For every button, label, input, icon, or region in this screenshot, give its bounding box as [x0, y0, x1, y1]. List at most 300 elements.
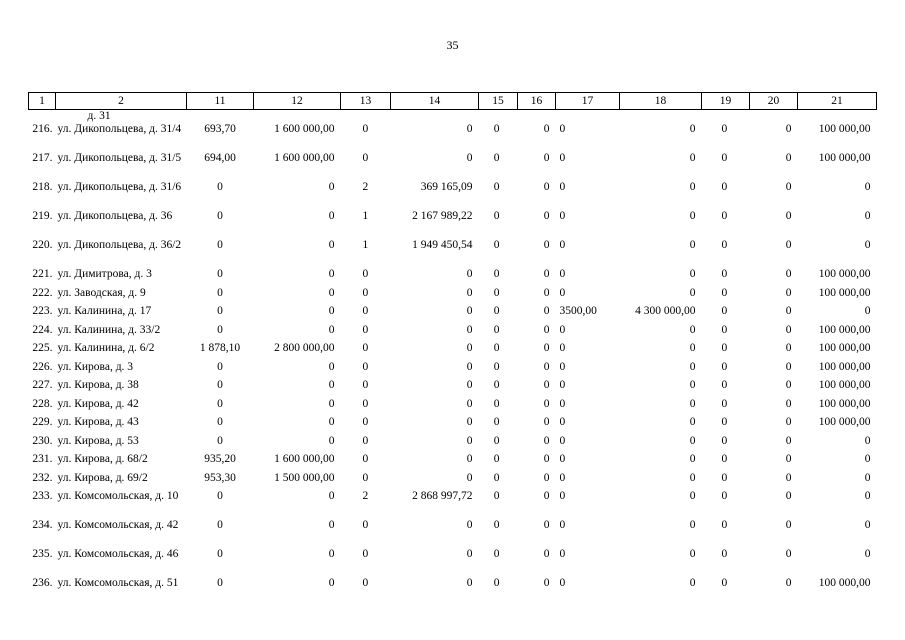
cell-c13: 0: [362, 397, 369, 410]
cell-name: ул. Кирова, д. 42: [57, 397, 139, 410]
cell-name: ул. Кирова, д. 38: [57, 379, 139, 391]
cell-c14: 0: [466, 268, 473, 280]
cell-c11: 0: [217, 416, 223, 428]
cell-c11: 1 878,10: [199, 342, 241, 354]
cell-c21: 0: [864, 490, 871, 502]
cell-c18: 0: [689, 210, 696, 222]
cell-no: 218.: [32, 181, 53, 193]
cell-c20: 0: [785, 379, 792, 391]
cell-c15: 0: [493, 548, 500, 560]
table-row: [29, 453, 877, 472]
header-col-1: 1: [29, 93, 56, 110]
cell-c18: 0: [689, 577, 696, 589]
header-col-12: 12: [254, 93, 341, 110]
cell-c18: 0: [689, 360, 696, 373]
cell-c17: 0: [559, 181, 566, 193]
cell-c14: 0: [466, 397, 473, 410]
cell-c14: 0: [466, 123, 473, 135]
cell-c19: 0: [721, 360, 728, 373]
cell-c19: 0: [721, 519, 728, 531]
cell-c14: 2 167 989,22: [412, 210, 473, 222]
cell-c15: 0: [493, 181, 500, 193]
cell-c20: 0: [785, 181, 792, 193]
cell-c18: 0: [689, 397, 696, 410]
table-row: [29, 472, 877, 491]
cell-c13: 0: [362, 434, 369, 447]
cell-c21: 100 000,00: [818, 397, 871, 410]
cell-c16: 0: [543, 397, 550, 410]
cell-c20: 0: [785, 286, 792, 299]
cell-c14: 0: [466, 434, 473, 447]
cell-c12: 0: [328, 305, 335, 317]
cell-c11: 0: [217, 434, 223, 447]
cell-c12: 1 600 000,00: [274, 453, 335, 465]
cell-c12: 0: [328, 577, 335, 589]
cell-c19: 0: [721, 397, 728, 410]
cell-c16: 0: [543, 286, 550, 299]
cell-c11: 0: [217, 397, 223, 410]
cell-name: ул. Кирова, д. 3: [57, 360, 134, 373]
cell-c21: 100 000,00: [818, 416, 871, 428]
header-col-2: 2: [56, 93, 187, 110]
cell-no: 217.: [32, 152, 53, 164]
cell-c20: 0: [785, 416, 792, 428]
cell-c11: 0: [217, 360, 223, 373]
cell-c12: 0: [328, 434, 335, 447]
cell-c20: 0: [785, 360, 792, 373]
cell-c21: 100 000,00: [818, 152, 871, 164]
cell-c20: 0: [785, 490, 792, 502]
header-col-16: 16: [518, 93, 556, 110]
cell-c11: 953,30: [204, 471, 236, 484]
cell-c16: 0: [543, 453, 550, 465]
cell-name: ул. Дикопольцева, д. 36: [57, 210, 173, 222]
cell-c16: 0: [543, 379, 550, 391]
cell-c19: 0: [721, 490, 728, 502]
cell-c17: 0: [559, 152, 566, 164]
cell-c13: 0: [362, 360, 369, 373]
cell-c15: 0: [493, 360, 500, 373]
header-row: [29, 93, 877, 110]
cell-name: ул. Комсомольская, д. 42: [57, 519, 179, 531]
cell-c12: 1 600 000,00: [274, 152, 335, 164]
cell-no: 219.: [32, 210, 53, 222]
cell-c13: 0: [362, 548, 369, 560]
cell-c13: 0: [362, 286, 369, 299]
cell-c17: 0: [559, 548, 566, 560]
cell-no: 233.: [32, 490, 53, 502]
cell-no: 222.: [32, 286, 53, 299]
cell-c17: 0: [559, 379, 566, 391]
cell-c19: 0: [721, 323, 728, 336]
cell-c19: 0: [721, 210, 728, 222]
cell-c17: 0: [559, 471, 566, 484]
cell-c13: 0: [362, 305, 369, 317]
cell-c21: 100 000,00: [818, 323, 871, 336]
table-row: [29, 210, 877, 239]
cell-c21: 0: [864, 239, 871, 251]
cell-c21: 0: [864, 453, 871, 465]
table-row: [29, 268, 877, 287]
cell-c21: 0: [864, 181, 871, 193]
cell-c14: 0: [466, 323, 473, 336]
cell-c15: 0: [493, 434, 500, 447]
cell-c12: 0: [328, 548, 335, 560]
cell-c18: 0: [689, 181, 696, 193]
cell-c16: 0: [543, 152, 550, 164]
cell-c20: 0: [785, 397, 792, 410]
cell-no: 227.: [32, 379, 53, 391]
cell-c21: 100 000,00: [818, 123, 871, 135]
cell-c15: 0: [493, 305, 500, 317]
header-col-18: 18: [620, 93, 702, 110]
cell-c14: 0: [466, 342, 473, 354]
cell-c20: 0: [785, 434, 792, 447]
cell-name: ул. Кирова, д. 68/2: [57, 453, 148, 465]
cell-c12: 2 800 000,00: [274, 342, 335, 354]
cell-c18: 0: [689, 152, 696, 164]
cell-c14: 0: [466, 286, 473, 299]
table-row: [29, 324, 877, 343]
cell-c19: 0: [721, 342, 728, 354]
cell-no: 216.: [32, 123, 53, 135]
cell-c18: 0: [689, 123, 696, 135]
cell-c15: 0: [493, 239, 500, 251]
cell-c13: 2: [362, 490, 369, 502]
cell-name: ул. Кирова, д. 53: [57, 434, 139, 447]
cell-c20: 0: [785, 268, 792, 280]
cell-c12: 1 500 000,00: [274, 471, 335, 484]
cell-c16: 0: [543, 181, 550, 193]
cell-c20: 0: [785, 577, 792, 589]
cell-c12: 0: [328, 181, 335, 193]
cell-c21: 100 000,00: [818, 360, 871, 373]
cell-c12: 0: [328, 360, 335, 373]
cell-c18: 0: [689, 342, 696, 354]
cell-c16: 0: [543, 577, 550, 589]
cell-name: ул. Дикопольцева, д. 31/6: [57, 181, 182, 193]
cell-c19: 0: [721, 548, 728, 560]
cell-c20: 0: [785, 519, 792, 531]
cell-c12: 0: [328, 239, 335, 251]
cell-c11: 0: [217, 519, 223, 531]
cell-c16: 0: [543, 490, 550, 502]
cell-c17: 0: [559, 360, 566, 373]
cell-c20: 0: [785, 152, 792, 164]
cell-name: ул. Комсомольская, д. 10: [57, 490, 179, 502]
cell-c19: 0: [721, 123, 728, 135]
continuation-row: [29, 110, 877, 124]
cell-c13: 0: [362, 416, 369, 428]
cell-c15: 0: [493, 490, 500, 502]
cell-c15: 0: [493, 123, 500, 135]
cell-c11: 0: [217, 490, 223, 502]
cell-c11: 0: [217, 305, 223, 317]
cell-c17: 0: [559, 577, 566, 589]
cell-c12: 0: [328, 490, 335, 502]
cell-c11: 0: [217, 239, 223, 251]
table-row: [29, 398, 877, 417]
cell-c14: 0: [466, 577, 473, 589]
cell-c20: 0: [785, 239, 792, 251]
cell-c18: 0: [689, 268, 696, 280]
table-row: [29, 490, 877, 519]
cell-c12: 0: [328, 323, 335, 336]
table-row: [29, 123, 877, 152]
cell-c17: 0: [559, 268, 566, 280]
cell-c14: 0: [466, 519, 473, 531]
cell-c20: 0: [785, 453, 792, 465]
cell-c16: 0: [543, 210, 550, 222]
cell-no: 230.: [32, 434, 53, 447]
cell-name: ул. Кирова, д. 69/2: [57, 471, 148, 484]
cell-c21: 100 000,00: [818, 342, 871, 354]
cell-c11: 0: [217, 548, 223, 560]
cell-c18: 4 300 000,00: [635, 305, 696, 317]
header-col-17: 17: [556, 93, 620, 110]
cell-c18: 0: [689, 379, 696, 391]
cell-name: ул. Комсомольская, д. 46: [57, 548, 179, 560]
table-row: [29, 287, 877, 306]
cell-c17: 0: [559, 416, 566, 428]
cell-name: ул. Калинина, д. 17: [57, 305, 152, 317]
cell-c19: 0: [721, 152, 728, 164]
cell-c20: 0: [785, 123, 792, 135]
cell-name: ул. Калинина, д. 6/2: [57, 342, 155, 354]
cell-c21: 0: [864, 305, 871, 317]
cell-c14: 2 868 997,72: [412, 490, 473, 502]
cell-c12: 1 600 000,00: [274, 123, 335, 135]
cell-c19: 0: [721, 268, 728, 280]
cell-c13: 1: [362, 210, 369, 222]
cell-c15: 0: [493, 268, 500, 280]
cell-c16: 0: [543, 123, 550, 135]
cell-c18: 0: [689, 239, 696, 251]
cell-c14: 0: [466, 379, 473, 391]
table-row: [29, 361, 877, 380]
cell-c15: 0: [493, 210, 500, 222]
table-row: [29, 152, 877, 181]
header-col-20: 20: [750, 93, 798, 110]
cell-no: 225.: [32, 342, 53, 354]
cell-c19: 0: [721, 434, 728, 447]
cell-c20: 0: [785, 548, 792, 560]
cell-c13: 0: [362, 453, 369, 465]
cell-c20: 0: [785, 210, 792, 222]
cell-c17: 0: [559, 434, 566, 447]
cell-c13: 0: [362, 471, 369, 484]
cell-c16: 0: [543, 434, 550, 447]
table-row: [29, 342, 877, 361]
cell-c14: 369 165,09: [420, 181, 473, 193]
cell-c14: 0: [466, 453, 473, 465]
cell-c14: 0: [466, 152, 473, 164]
cell-c16: 0: [543, 416, 550, 428]
cell-name: ул. Комсомольская, д. 51: [57, 577, 179, 589]
cell-c18: 0: [689, 471, 696, 484]
cell-c18: 0: [689, 519, 696, 531]
cell-c13: 0: [362, 519, 369, 531]
cell-c12: 0: [328, 286, 335, 299]
cell-name: ул. Калинина, д. 33/2: [57, 323, 161, 336]
cell-c15: 0: [493, 379, 500, 391]
cell-c15: 0: [493, 471, 500, 484]
cell-c16: 0: [543, 342, 550, 354]
cell-c19: 0: [721, 286, 728, 299]
cell-c13: 0: [362, 323, 369, 336]
cell-c16: 0: [543, 305, 550, 317]
header-col-14: 14: [391, 93, 479, 110]
cell-c16: 0: [543, 548, 550, 560]
cell-c16: 0: [543, 519, 550, 531]
cell-c17: 3500,00: [559, 305, 597, 317]
cell-c15: 0: [493, 323, 500, 336]
cell-name: ул. Заводская, д. 9: [57, 286, 146, 299]
cell-c14: 1 949 450,54: [412, 239, 473, 251]
cell-c11: 0: [217, 268, 223, 280]
cell-c14: 0: [466, 471, 473, 484]
table-row: [29, 305, 877, 324]
cell-c11: 694,00: [204, 152, 236, 164]
table-row: [29, 239, 877, 268]
cell-c13: 0: [362, 577, 369, 589]
cell-no: 221.: [32, 268, 53, 280]
cell-c18: 0: [689, 286, 696, 299]
cell-c14: 0: [466, 416, 473, 428]
cell-c15: 0: [493, 397, 500, 410]
cell-c12: 0: [328, 519, 335, 531]
cell-no: 232.: [32, 471, 53, 484]
page-number: 35: [446, 38, 459, 52]
cell-name: ул. Кирова, д. 43: [57, 416, 139, 428]
cell-c15: 0: [493, 416, 500, 428]
cell-c13: 0: [362, 342, 369, 354]
cell-c11: 0: [217, 181, 223, 193]
cell-c17: 0: [559, 342, 566, 354]
header-col-11: 11: [187, 93, 254, 110]
cell-c19: 0: [721, 416, 728, 428]
cell-c18: 0: [689, 548, 696, 560]
cell-c12: 0: [328, 268, 335, 280]
cell-c20: 0: [785, 323, 792, 336]
cell-c17: 0: [559, 519, 566, 531]
cell-c19: 0: [721, 305, 728, 317]
cell-c15: 0: [493, 152, 500, 164]
cell-no: 228.: [32, 397, 53, 410]
cell-c21: 100 000,00: [818, 379, 871, 391]
cell-no: 224.: [32, 323, 53, 336]
table-row: [29, 548, 877, 577]
cell-c17: 0: [559, 453, 566, 465]
cell-c17: 0: [559, 286, 566, 299]
cell-c18: 0: [689, 416, 696, 428]
cell-c18: 0: [689, 323, 696, 336]
cell-c11: 0: [217, 379, 223, 391]
cell-c13: 0: [362, 268, 369, 280]
cell-c16: 0: [543, 239, 550, 251]
cell-c13: 0: [362, 123, 369, 135]
cell-c20: 0: [785, 305, 792, 317]
cell-c14: 0: [466, 548, 473, 560]
header-col-19: 19: [702, 93, 750, 110]
cell-c18: 0: [689, 434, 696, 447]
cell-c11: 0: [217, 210, 223, 222]
cell-name: ул. Димитрова, д. 3: [57, 268, 152, 280]
cell-c12: 0: [328, 379, 335, 391]
cell-no: 235.: [32, 548, 53, 560]
cell-c19: 0: [721, 577, 728, 589]
cell-c17: 0: [559, 239, 566, 251]
cell-c19: 0: [721, 471, 728, 484]
cell-c13: 0: [362, 379, 369, 391]
cell-c20: 0: [785, 342, 792, 354]
cell-c18: 0: [689, 490, 696, 502]
cell-no: 220.: [32, 239, 53, 251]
cell-c17: 0: [559, 210, 566, 222]
table-row: [29, 416, 877, 435]
cell-c19: 0: [721, 181, 728, 193]
cell-no: 231.: [32, 453, 53, 465]
cell-c17: 0: [559, 323, 566, 336]
data-table: [28, 92, 877, 606]
cell-c11: 0: [217, 286, 223, 299]
cell-c15: 0: [493, 453, 500, 465]
table-row: [29, 435, 877, 454]
cell-c21: 100 000,00: [818, 577, 871, 589]
cell-c21: 100 000,00: [818, 268, 871, 280]
cell-c21: 0: [864, 471, 871, 484]
cell-name: ул. Дикопольцева, д. 31/4: [57, 123, 182, 135]
cell-c21: 0: [864, 434, 871, 447]
cell-c17: 0: [559, 490, 566, 502]
cell-c12: 0: [328, 210, 335, 222]
cell-c11: 0: [217, 577, 223, 589]
cell-c11: 693,70: [204, 123, 236, 135]
cell-name: ул. Дикопольцева, д. 36/2: [57, 239, 182, 251]
table-row: [29, 181, 877, 210]
cell-c13: 1: [362, 239, 369, 251]
cell-no: 234.: [32, 519, 53, 531]
continuation-text: д. 31: [87, 110, 111, 122]
cell-c16: 0: [543, 323, 550, 336]
table-row: [29, 577, 877, 606]
cell-c21: 0: [864, 548, 871, 560]
cell-c13: 2: [362, 181, 369, 193]
cell-c21: 0: [864, 210, 871, 222]
header-col-15: 15: [479, 93, 518, 110]
cell-c12: 0: [328, 397, 335, 410]
header-col-21: 21: [798, 93, 877, 110]
cell-c16: 0: [543, 268, 550, 280]
cell-c11: 935,20: [204, 453, 236, 465]
cell-c20: 0: [785, 471, 792, 484]
cell-c19: 0: [721, 453, 728, 465]
cell-c16: 0: [543, 360, 550, 373]
cell-no: 226.: [32, 360, 53, 373]
cell-c17: 0: [559, 123, 566, 135]
cell-name: ул. Дикопольцева, д. 31/5: [57, 152, 182, 164]
cell-c11: 0: [217, 323, 223, 336]
cell-c15: 0: [493, 286, 500, 299]
cell-c18: 0: [689, 453, 696, 465]
table-row: [29, 379, 877, 398]
header-col-13: 13: [341, 93, 391, 110]
cell-c15: 0: [493, 577, 500, 589]
cell-c19: 0: [721, 379, 728, 391]
cell-no: 229.: [32, 416, 53, 428]
cell-c16: 0: [543, 471, 550, 484]
cell-c15: 0: [493, 342, 500, 354]
